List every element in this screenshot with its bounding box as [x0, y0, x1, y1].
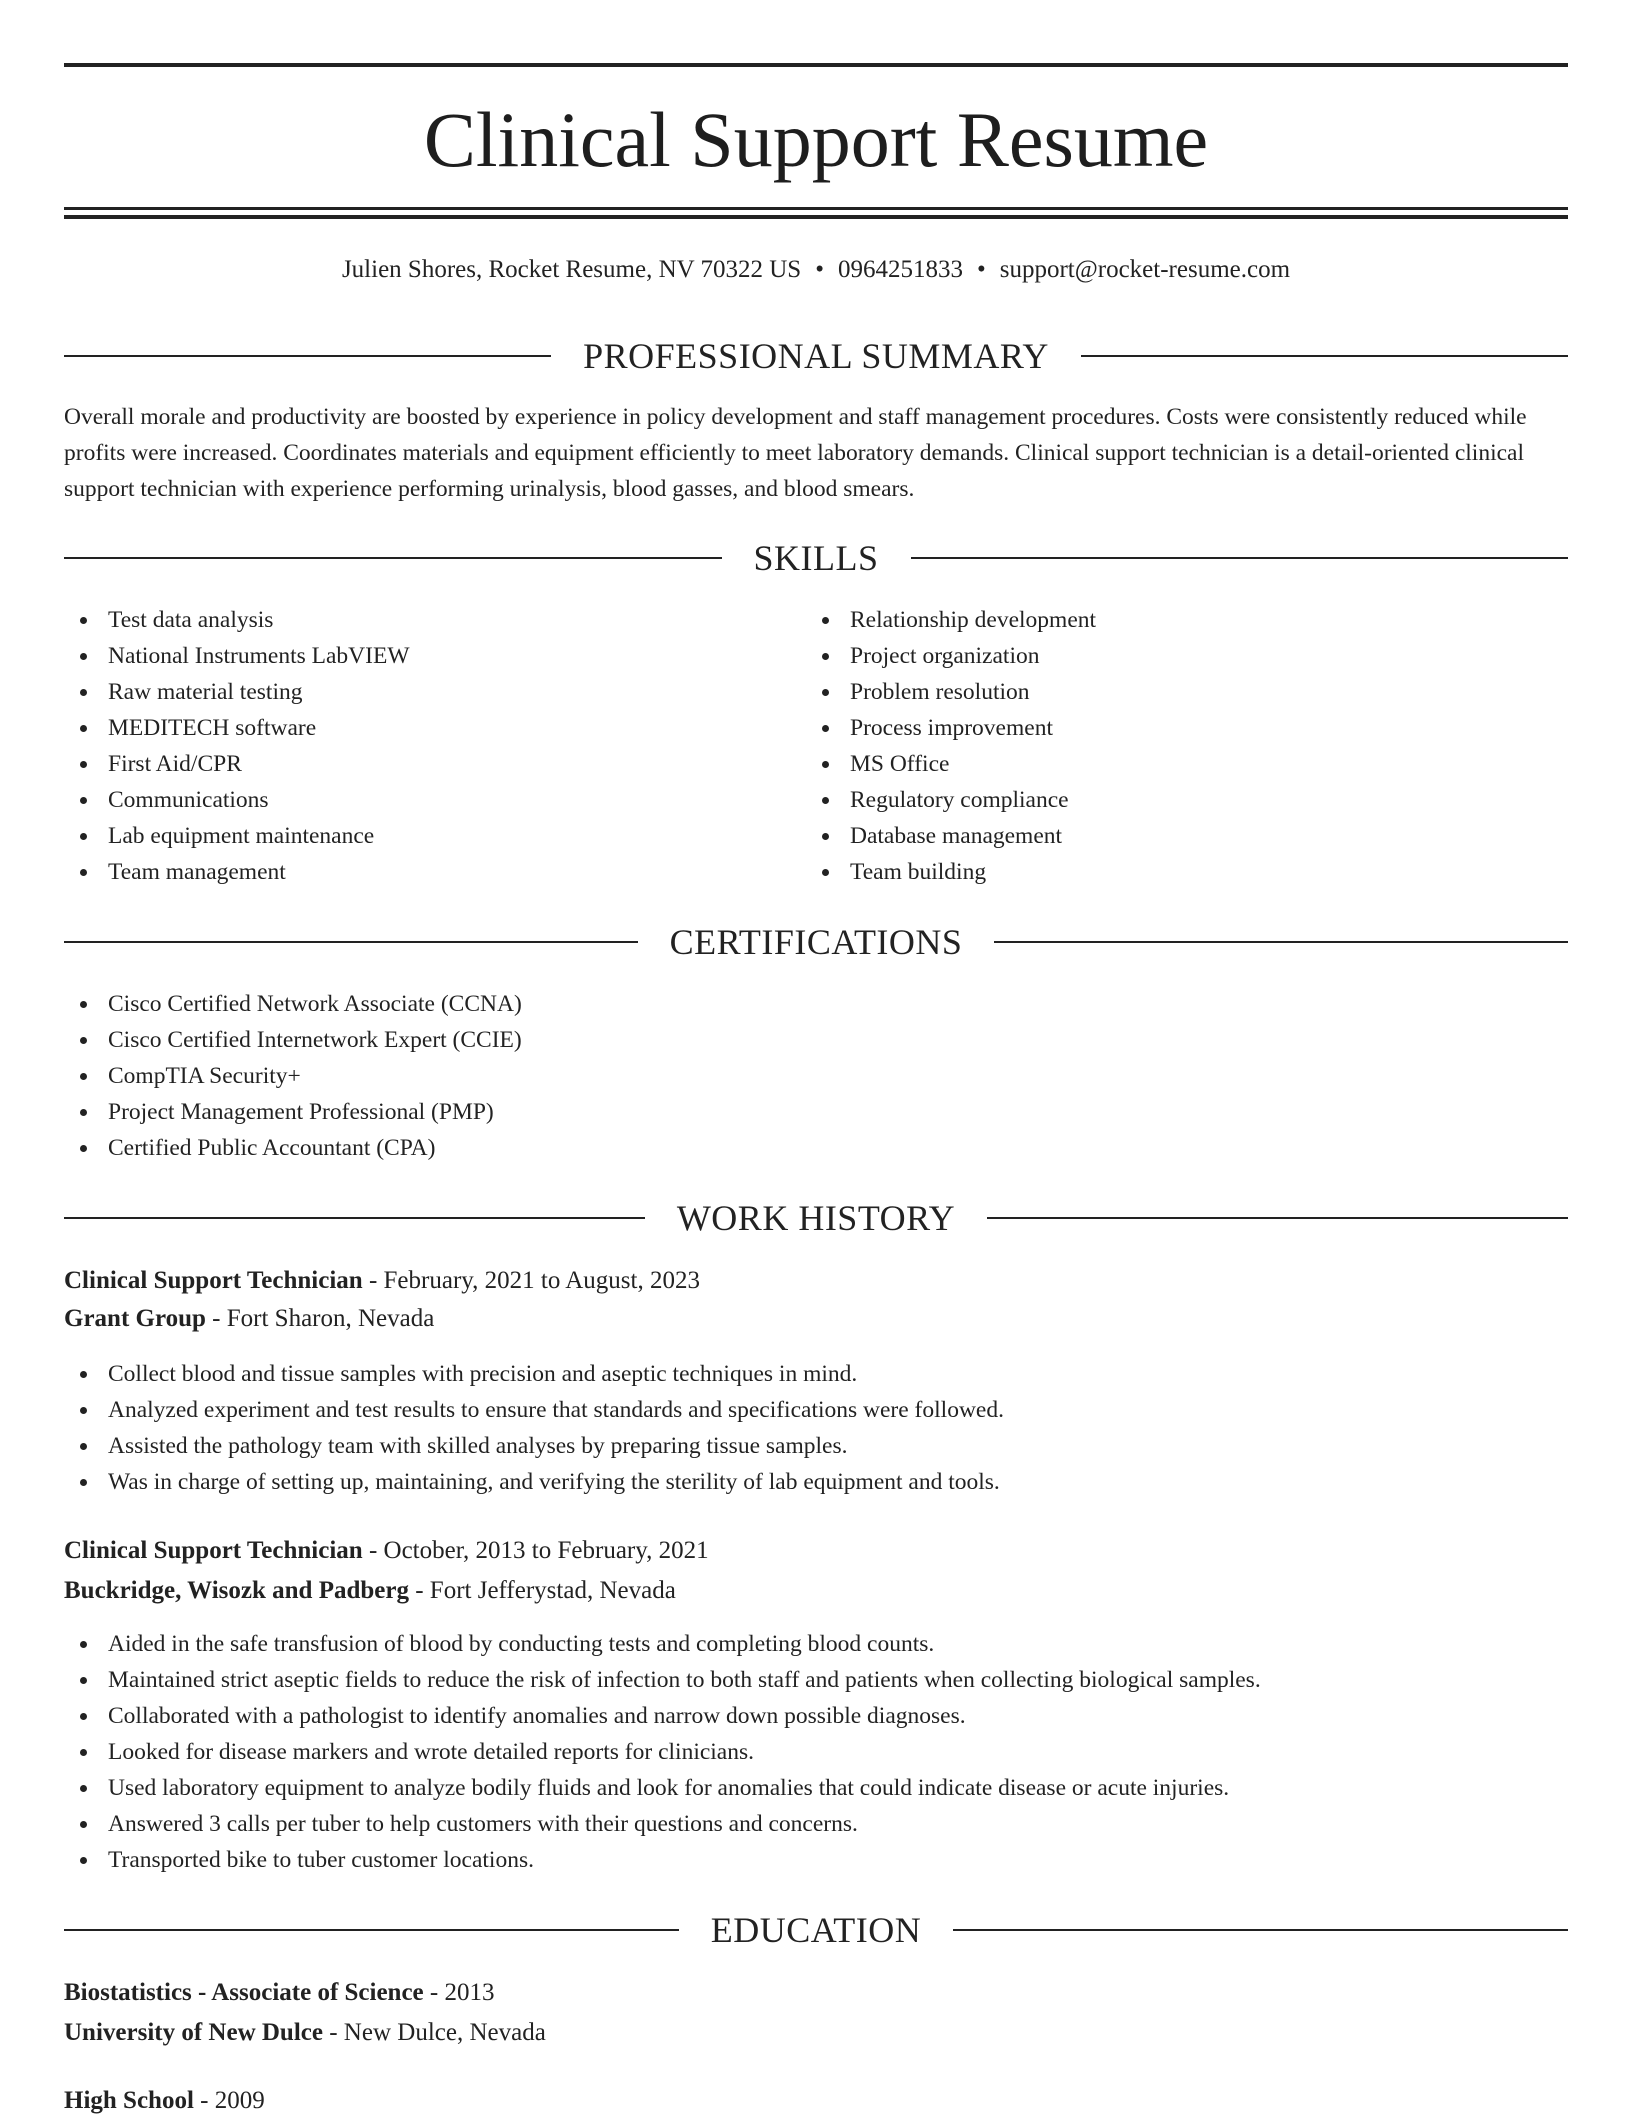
contact-phone: 0964251833: [837, 256, 963, 283]
education-degree-line: [64, 1974, 494, 2012]
job-duty: Collect blood and tissue samples with precision and aseptic techniques in mind.: [64, 1356, 1004, 1392]
job-company: Buckridge, Wisozk and Padberg: [64, 1577, 409, 1604]
job-duty: Collaborated with a pathologist to identify anomalies and narrow down possible diagnoses.: [64, 1698, 1261, 1734]
job-duty: Transported bike to tuber customer locations.: [64, 1842, 1261, 1878]
heading-rule: [911, 557, 1569, 559]
summary-heading: [64, 336, 1568, 376]
job-dates: - February, 2021 to August, 2023: [362, 1267, 700, 1294]
heading-rule: [64, 557, 722, 559]
job-company: Grant Group: [64, 1305, 206, 1332]
skill-item: Project organization: [806, 638, 1096, 674]
contact-separator: •: [815, 256, 824, 283]
skill-item: First Aid/CPR: [64, 746, 410, 782]
skill-item: Team building: [806, 854, 1096, 890]
skill-item: Communications: [64, 782, 410, 818]
job-location: - Fort Sharon, Nevada: [205, 1305, 435, 1332]
job-duty: Assisted the pathology team with skilled analyses by preparing tissue samples.: [64, 1428, 1004, 1464]
heading-rule: [994, 941, 1568, 943]
certification-item: Certified Public Accountant (CPA): [64, 1130, 522, 1166]
education-school-line: [64, 2014, 546, 2052]
education-year: - 2013: [423, 1979, 495, 2006]
work-history-heading: [64, 1198, 1568, 1238]
top-rule: [64, 63, 1568, 67]
education-heading-label: EDUCATION: [710, 1910, 922, 1950]
certification-item: Project Management Professional (PMP): [64, 1094, 522, 1130]
job-duty: Was in charge of setting up, maintaining, and verifying the sterility of lab equipment and tools.: [64, 1464, 1004, 1500]
skill-item: Team management: [64, 854, 410, 890]
certification-item: Cisco Certified Internetwork Expert (CCIE): [64, 1022, 522, 1058]
job-duties-list: [64, 1356, 1004, 1500]
job-duty: Maintained strict aseptic fields to reduce the risk of infection to both staff and patients when collecting biological samples.: [64, 1662, 1261, 1698]
contact-line: [64, 252, 1568, 288]
heading-rule: [987, 1217, 1568, 1219]
job-company-line: [64, 1572, 676, 1610]
job-title-line: [64, 1262, 700, 1300]
contact-separator: •: [976, 256, 986, 283]
job-duty: Aided in the safe transfusion of blood by conducting tests and completing blood counts.: [64, 1626, 1261, 1662]
certifications-heading-label: CERTIFICATIONS: [669, 922, 963, 962]
skill-item: Problem resolution: [806, 674, 1096, 710]
skill-item: Process improvement: [806, 710, 1096, 746]
job-dates: - October, 2013 to February, 2021: [362, 1537, 709, 1564]
contact-address: Julien Shores, Rocket Resume, NV 70322 US: [341, 256, 802, 283]
skill-item: Lab equipment maintenance: [64, 818, 410, 854]
skill-item: MEDITECH software: [64, 710, 410, 746]
job-title: Clinical Support Technician: [64, 1267, 363, 1294]
education-degree: High School: [64, 2087, 194, 2114]
skill-item: Raw material testing: [64, 674, 410, 710]
heading-rule: [64, 1929, 679, 1931]
job-company-line: [64, 1300, 434, 1338]
work-history-heading-label: WORK HISTORY: [676, 1198, 956, 1238]
heading-rule: [64, 355, 551, 357]
job-title-line: [64, 1532, 709, 1570]
contact-email: support@rocket-resume.com: [999, 256, 1291, 283]
heading-rule: [64, 941, 638, 943]
education-degree: Biostatistics - Associate of Science: [64, 1979, 424, 2006]
education-location: - New Dulce, Nevada: [322, 2019, 546, 2046]
skill-item: Relationship development: [806, 602, 1096, 638]
certifications-list: [64, 986, 522, 1166]
skills-heading: [64, 538, 1568, 578]
skill-item: Database management: [806, 818, 1096, 854]
skills-list-left: [64, 602, 410, 890]
certifications-heading: [64, 922, 1568, 962]
skill-item: Test data analysis: [64, 602, 410, 638]
skills-list-right: [806, 602, 1096, 890]
certification-item: Cisco Certified Network Associate (CCNA): [64, 986, 522, 1022]
education-heading: [64, 1910, 1568, 1950]
title-rule-lower: [64, 215, 1568, 219]
job-duties-list: [64, 1626, 1261, 1878]
summary-heading-label: PROFESSIONAL SUMMARY: [583, 336, 1049, 376]
heading-rule: [64, 1217, 645, 1219]
skill-item: MS Office: [806, 746, 1096, 782]
education-year: - 2009: [193, 2087, 265, 2114]
education-school: University of New Dulce: [64, 2019, 323, 2046]
summary-text: Overall morale and productivity are boosted by experience in policy development and staff management procedures. Costs were consistently reduced while profits were increased. Coordinates materials and equipment efficiently to meet laboratory demands. Clinical support technician is a detail-oriented clinical support technician with experience performing urinalysis, blood gasses, and blood smears.: [64, 404, 1527, 502]
job-duty: Looked for disease markers and wrote detailed reports for clinicians.: [64, 1734, 1261, 1770]
job-location: - Fort Jefferystad, Nevada: [408, 1577, 676, 1604]
heading-rule: [953, 1929, 1568, 1931]
skills-heading-label: SKILLS: [753, 538, 879, 578]
job-duty: Answered 3 calls per tuber to help customers with their questions and concerns.: [64, 1806, 1261, 1842]
job-duty: Used laboratory equipment to analyze bodily fluids and look for anomalies that could indicate disease or acute injuries.: [64, 1770, 1261, 1806]
job-title: Clinical Support Technician: [64, 1537, 363, 1564]
resume-title: Clinical Support Resume: [423, 96, 1209, 183]
skill-item: Regulatory compliance: [806, 782, 1096, 818]
education-degree-line: [64, 2082, 265, 2120]
job-duty: Analyzed experiment and test results to ensure that standards and specifications were followed.: [64, 1392, 1004, 1428]
certification-item: CompTIA Security+: [64, 1058, 522, 1094]
title-rule-upper: [64, 207, 1568, 210]
skill-item: National Instruments LabVIEW: [64, 638, 410, 674]
heading-rule: [1081, 355, 1568, 357]
